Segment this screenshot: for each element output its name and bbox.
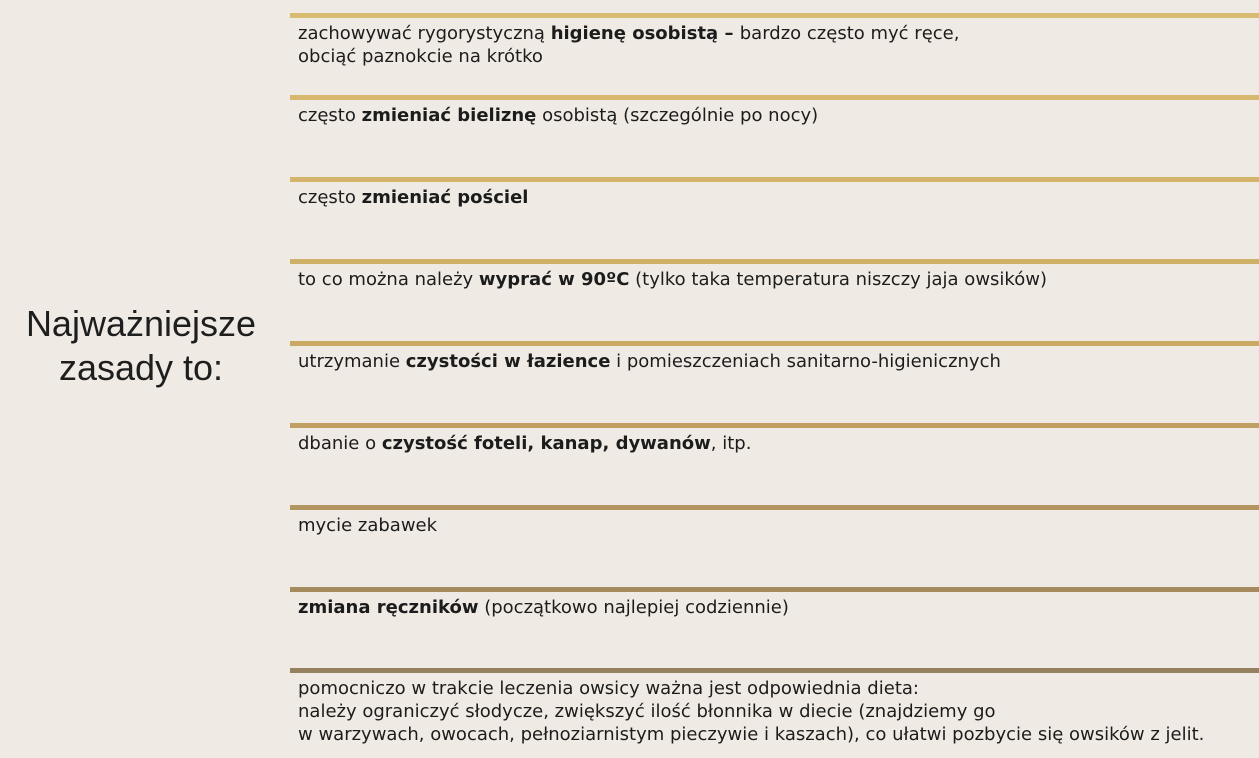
item-text-segment: utrzymanie bbox=[298, 351, 406, 372]
item-text bbox=[290, 428, 1259, 455]
item-text-emphasis: wyprać w 90ºC bbox=[478, 269, 630, 290]
item-text bbox=[290, 592, 1259, 619]
item-text-emphasis: – bbox=[718, 23, 740, 44]
item-text bbox=[290, 100, 1259, 127]
slide-heading bbox=[0, 302, 282, 390]
list-item bbox=[290, 505, 1259, 537]
item-text bbox=[290, 182, 1259, 209]
item-text-segment: dbanie o bbox=[298, 433, 382, 454]
item-text bbox=[290, 264, 1259, 291]
item-text bbox=[290, 346, 1259, 373]
item-text-segment: pomocniczo w trakcie leczenia owsicy ważna jest odpowiednia dieta: należy ograniczyć słodycze, zwiększyć ilość błonnika w diecie (znajdziemy go w warzywach, owocach, pełnoziarnistym pieczywie i kaszach), co ułatwi pozbycie się owsików z jelit. bbox=[298, 678, 1205, 745]
list-item bbox=[290, 13, 1259, 68]
heading-line-1: Najważniejsze bbox=[25, 303, 257, 344]
item-text bbox=[290, 510, 1259, 537]
list-item bbox=[290, 259, 1259, 291]
item-text-segment: często bbox=[298, 105, 362, 126]
item-text bbox=[290, 18, 1259, 68]
item-text-emphasis: zmiana ręczników bbox=[298, 597, 479, 618]
list-item bbox=[290, 668, 1259, 746]
list-item bbox=[290, 423, 1259, 455]
rules-list bbox=[290, 0, 1259, 758]
item-text-segment: (tylko taka temperatura niszczy jaja owsików) bbox=[629, 269, 1047, 290]
item-text-segment: to co można należy bbox=[298, 269, 479, 290]
item-text-emphasis: zmieniać bieliznę bbox=[361, 105, 537, 126]
list-item bbox=[290, 177, 1259, 209]
item-text-segment: bardzo często myć ręce, obciąć paznokcie na krótko bbox=[298, 23, 960, 67]
item-text-emphasis: zmieniać pościel bbox=[361, 187, 529, 208]
item-text bbox=[290, 673, 1259, 746]
item-text-segment: (początkowo najlepiej codziennie) bbox=[478, 597, 789, 618]
item-text-segment: osobistą (szczególnie po nocy) bbox=[536, 105, 819, 126]
item-text-segment: i pomieszczeniach sanitarno-higienicznych bbox=[610, 351, 1001, 372]
item-text-emphasis: higienę osobistą bbox=[550, 23, 719, 44]
item-text-segment: często bbox=[298, 187, 362, 208]
list-item bbox=[290, 341, 1259, 373]
list-item bbox=[290, 95, 1259, 127]
heading-line-2: zasady to: bbox=[58, 347, 224, 388]
list-item bbox=[290, 587, 1259, 619]
item-text-segment: zachowywać rygorystyczną bbox=[298, 23, 551, 44]
item-text-segment: mycie zabawek bbox=[298, 515, 438, 536]
item-text-emphasis: czystości w łazience bbox=[405, 351, 611, 372]
item-text-emphasis: czystość foteli, kanap, dywanów bbox=[381, 433, 711, 454]
item-text-segment: , itp. bbox=[710, 433, 752, 454]
